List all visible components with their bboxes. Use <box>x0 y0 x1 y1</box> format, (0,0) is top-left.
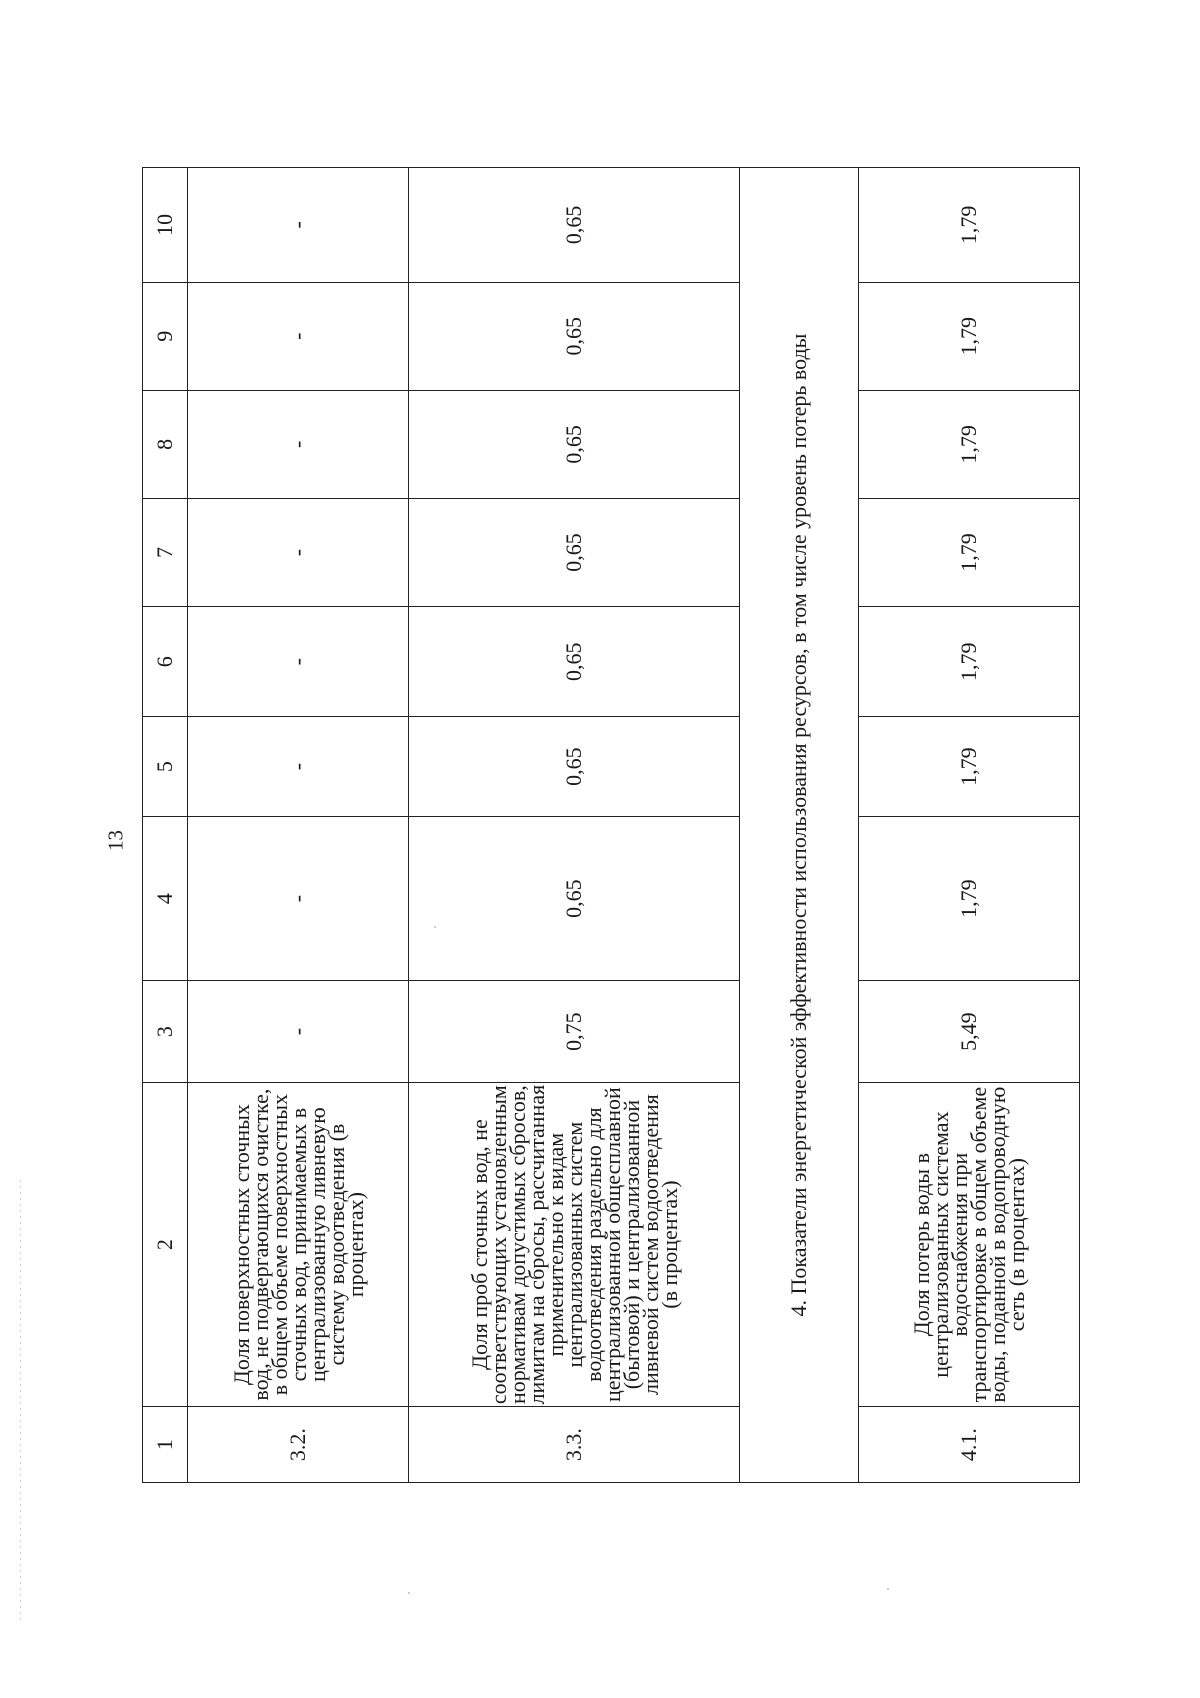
row-description: Доля потерь воды в централизованных системах водоснабжения при транспортировке в общем объеме воды, поданной в водопроводную сеть (в процентах) <box>859 1082 1080 1406</box>
header-col-7: 7 <box>143 498 188 606</box>
header-col-4: 4 <box>143 816 188 980</box>
table-row <box>409 168 740 1483</box>
indicators-table-rotated <box>142 167 1077 1483</box>
row-description: Доля поверхностных сточных вод, не подвергающихся очистке, в общем объеме поверхностных сточных вод, принимаемых в централизованную ливневую систему водоотведения (в процентах) <box>188 1082 409 1406</box>
header-col-9: 9 <box>143 282 188 390</box>
value-cell: 0,65 <box>409 168 740 283</box>
header-col-5: 5 <box>143 717 188 816</box>
value-cell: 1,79 <box>859 816 1080 980</box>
page-number: 13 <box>103 830 128 851</box>
value-cell: 1,79 <box>859 168 1080 283</box>
value-cell: 0,65 <box>409 816 740 980</box>
scan-speck <box>887 1588 889 1590</box>
value-cell: 1,79 <box>859 498 1080 606</box>
scan-speck <box>434 926 436 928</box>
row-id: 3.2. <box>188 1407 409 1483</box>
header-col-3: 3 <box>143 981 188 1083</box>
value-cell: - <box>188 168 409 283</box>
header-col-8: 8 <box>143 390 188 498</box>
value-cell: 0,65 <box>409 717 740 816</box>
header-col-2: 2 <box>143 1082 188 1406</box>
value-cell: - <box>188 390 409 498</box>
row-id: 4.1. <box>859 1407 1080 1483</box>
section-4-title: 4. Показатели энергетической эффективности использования ресурсов, в том числе уровень потерь воды <box>740 168 859 1483</box>
row-id: 3.3. <box>409 1407 740 1483</box>
value-cell: - <box>188 816 409 980</box>
value-cell: 0,65 <box>409 607 740 717</box>
header-col-1: 1 <box>143 1407 188 1483</box>
section-row <box>740 168 859 1483</box>
header-col-10: 10 <box>143 168 188 283</box>
value-cell: 0,65 <box>409 282 740 390</box>
scan-artifact-line <box>20 1180 21 1620</box>
value-cell: - <box>188 981 409 1083</box>
value-cell: 0,65 <box>409 390 740 498</box>
table-row <box>188 168 409 1483</box>
row-description: Доля проб сточных вод, не соответствующих установленным нормативам допустимых сбросов, лимитам на сбросы, рассчитанная применительно к видам централизованных систем водоотведения раздельно для централизованной общесплавной (бытовой) и централизованной ливневой систем водоотведения (в процентах) <box>409 1082 740 1406</box>
value-cell: 1,79 <box>859 717 1080 816</box>
value-cell: 5,49 <box>859 981 1080 1083</box>
indicators-table <box>142 167 1080 1483</box>
scan-speck <box>408 1592 410 1594</box>
table-row <box>859 168 1080 1483</box>
header-row <box>143 168 188 1483</box>
value-cell: - <box>188 282 409 390</box>
value-cell: 1,79 <box>859 390 1080 498</box>
value-cell: 0,65 <box>409 498 740 606</box>
value-cell: - <box>188 498 409 606</box>
value-cell: - <box>188 717 409 816</box>
value-cell: 0,75 <box>409 981 740 1083</box>
value-cell: - <box>188 607 409 717</box>
header-col-6: 6 <box>143 607 188 717</box>
value-cell: 1,79 <box>859 607 1080 717</box>
value-cell: 1,79 <box>859 282 1080 390</box>
